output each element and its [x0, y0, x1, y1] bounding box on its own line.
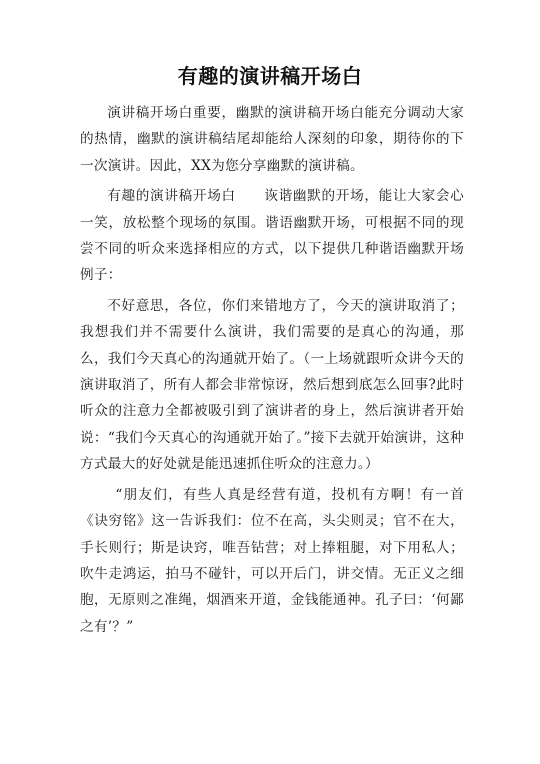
document-body [80, 100, 464, 644]
document-title: 有趣的演讲稿开场白 [177, 64, 363, 88]
paragraph-humor-opening: 有趣的演讲稿开场白 诙谐幽默的开场，能让大家会心一笑，放松整个现场的氛围。谐语幽默开场，可根据不同的现尝不同的听众来选择相应的方式，以下提供几种谐语幽默开场例子： [80, 188, 464, 284]
paragraph-example-one: 不好意思，各位，你们来错地方了，今天的演讲取消了；我想我们并不需要什么演讲，我们需要的是真心的沟通，那么，我们今天真心的沟通就开始了。（一上场就跟听众讲今天的演讲取消了，所有人都会非常惊讶，然后想到底怎么回事?此时听众的注意力全都被吸引到了演讲者的身上，然后演讲者开始说：“我们今天真心的沟通就开始了。”接下去就开始演讲，这种方式最大的好处就是能迅速抓住听众的注意力。） [80, 297, 464, 473]
paragraph-example-two: “朋友们，有些人真是经营有道，投机有方啊！有一首《诀穷铭》这一告诉我们：位不在高，头尖则灵；官不在大，手长则行；斯是诀窍，唯吾钻营；对上捧粗腿，对下用私人；吹牛走鸿运，拍马不碰针，可以开后门，讲交情。无正义之细胞，无原则之准绳，烟酒来开道，金钱能通神。孔子曰：‘何鄙之有’？” [80, 486, 464, 635]
paragraph-intro: 演讲稿开场白重要，幽默的演讲稿开场白能充分调动大家的热情，幽默的演讲稿结尾却能给人深刻的印象，期待你的下一次演讲。因此，XX为您分享幽默的演讲稿。 [80, 105, 464, 174]
